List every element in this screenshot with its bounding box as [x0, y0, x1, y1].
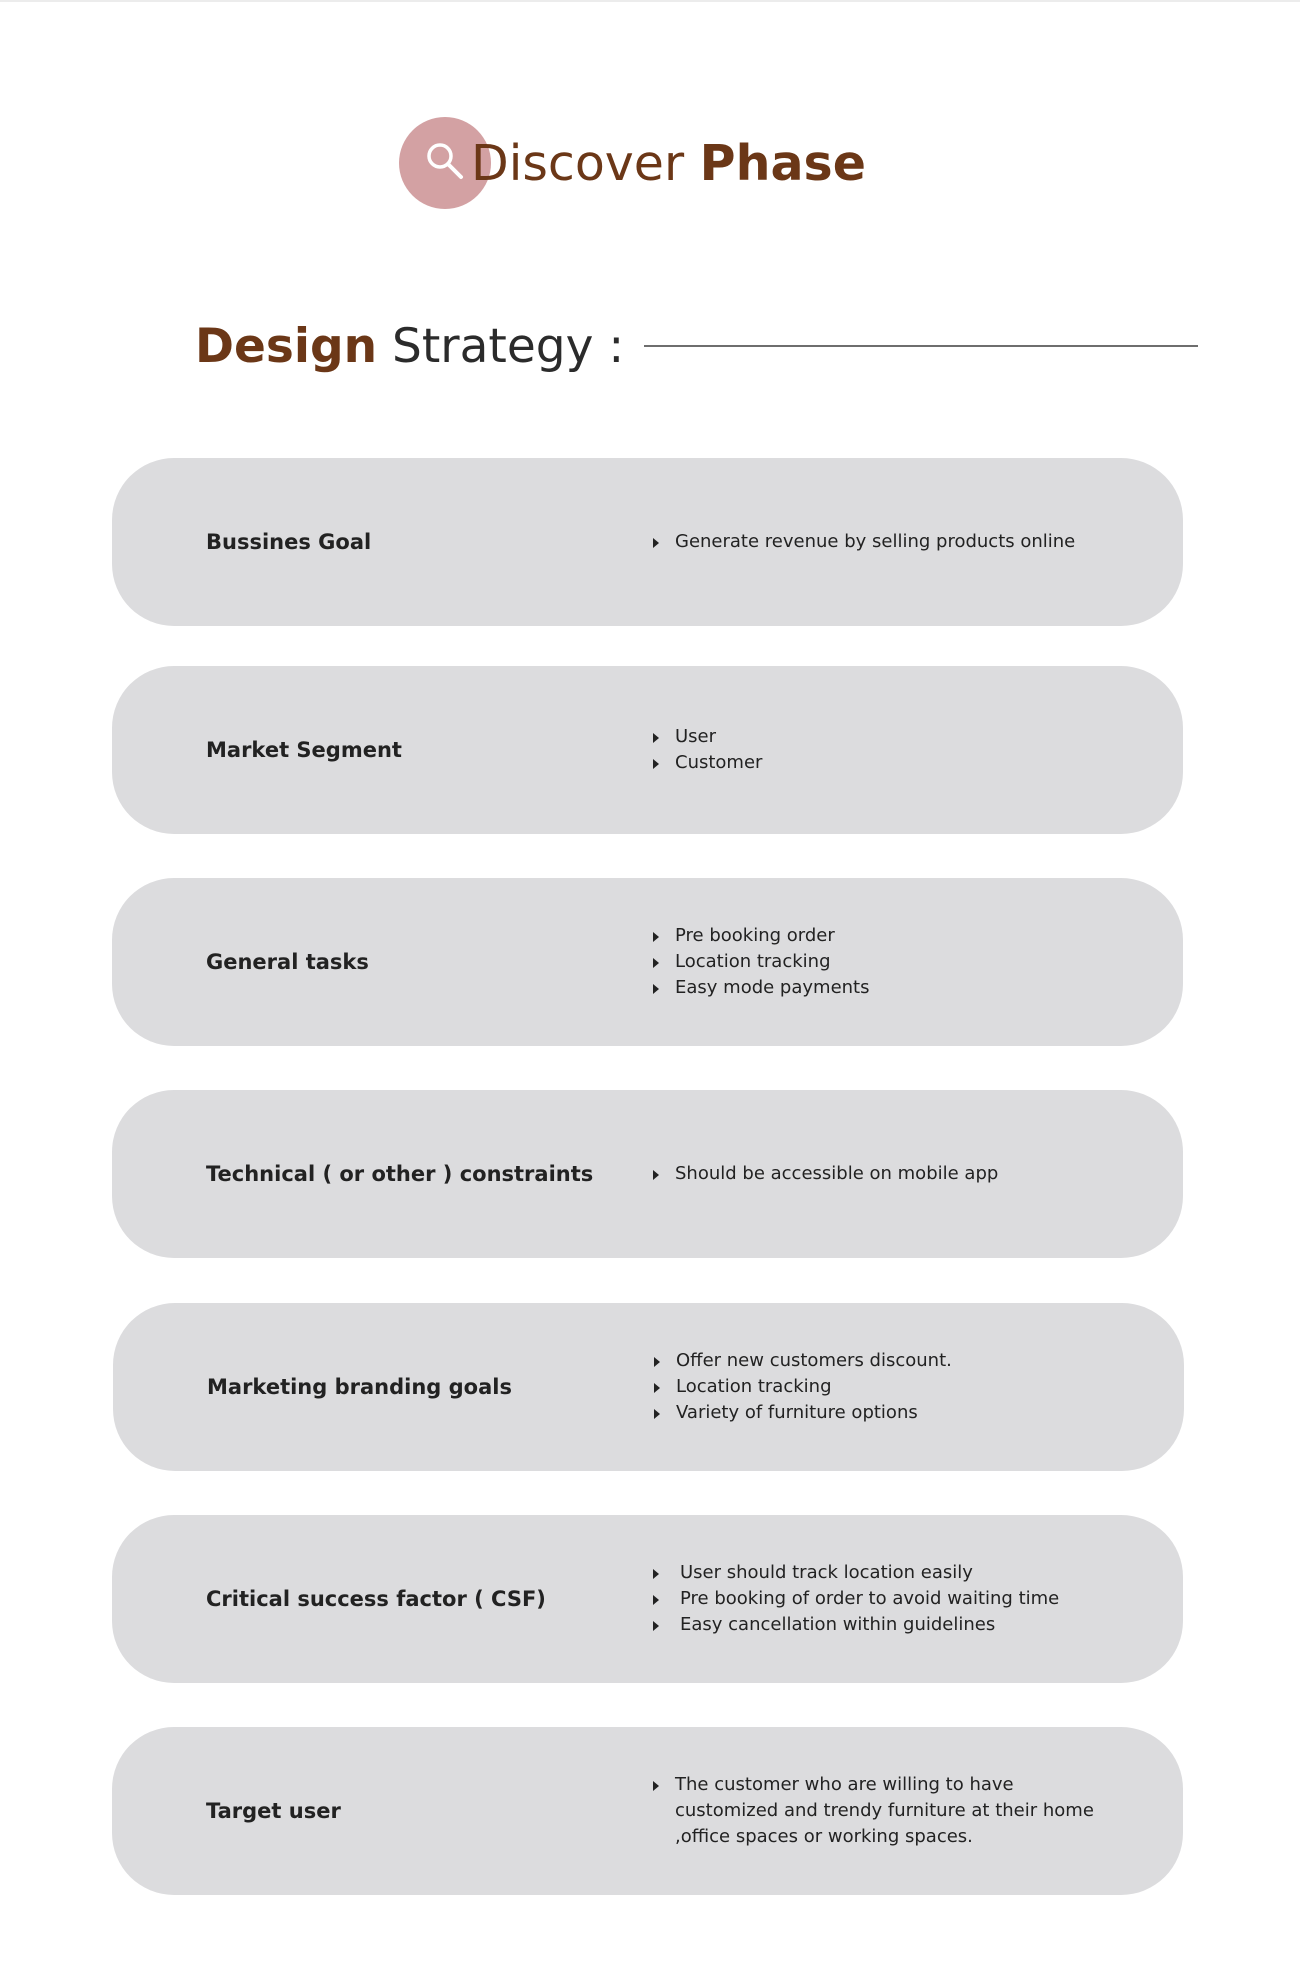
bullet-item: [652, 1161, 1152, 1187]
bullet-triangle-icon: [653, 1170, 659, 1180]
bullet-text: User: [675, 726, 717, 747]
bullet-text: Variety of furniture options: [676, 1402, 918, 1423]
bullet-triangle-icon: [653, 932, 659, 942]
bullet-triangle-icon: [653, 984, 659, 994]
strategy-card: [112, 1090, 1183, 1258]
bullet-item: [652, 975, 1152, 1001]
bullet-text: Pre booking order: [675, 925, 835, 946]
card-bullet-list: [652, 1515, 1152, 1683]
bullet-item: [652, 1612, 1152, 1638]
bullet-triangle-icon: [654, 1383, 660, 1393]
card-label: Technical ( or other ) constraints: [206, 1162, 594, 1186]
card-label: General tasks: [206, 950, 369, 974]
bullet-item: [652, 529, 1152, 555]
top-divider: [0, 0, 1300, 2]
card-label: Market Segment: [206, 738, 402, 762]
section-divider: [644, 345, 1198, 347]
strategy-card: [112, 1515, 1183, 1683]
section-title-accent: Design: [195, 318, 378, 374]
bullet-item: [652, 1560, 1152, 1586]
bullet-text: Offer new customers discount.: [676, 1350, 952, 1371]
search-icon: [423, 139, 467, 183]
bullet-text: Pre booking of order to avoid waiting time: [680, 1588, 1060, 1609]
bullet-item: [652, 724, 1152, 750]
card-bullet-list: [652, 1090, 1152, 1258]
bullet-triangle-icon: [654, 1357, 660, 1367]
bullet-text: User should track location easily: [680, 1562, 973, 1583]
card-label: Marketing branding goals: [207, 1375, 512, 1399]
bullet-item: [652, 750, 1152, 776]
section-title: [195, 318, 625, 374]
strategy-card: [113, 1303, 1184, 1471]
bullet-triangle-icon: [653, 958, 659, 968]
bullet-triangle-icon: [653, 1621, 659, 1631]
bullet-text: Location tracking: [675, 951, 831, 972]
card-bullet-list: [652, 458, 1152, 626]
card-bullet-list: [652, 666, 1152, 834]
page-header: [399, 116, 866, 210]
card-label: Bussines Goal: [206, 530, 372, 554]
bullet-text: Easy mode payments: [675, 977, 870, 998]
strategy-card: [112, 1727, 1183, 1895]
bullet-triangle-icon: [653, 1569, 659, 1579]
bullet-text: Should be accessible on mobile app: [675, 1163, 999, 1184]
bullet-triangle-icon: [654, 1409, 660, 1419]
bullet-item: [652, 923, 1152, 949]
bullet-triangle-icon: [653, 1595, 659, 1605]
bullet-item: [652, 1586, 1152, 1612]
bullet-item: [652, 949, 1152, 975]
bullet-text: Generate revenue by selling products online: [675, 531, 1076, 552]
page-title-bold: Phase: [699, 134, 866, 192]
section-heading: [195, 316, 1198, 376]
card-bullet-list: [652, 1727, 1122, 1895]
strategy-card: [112, 878, 1183, 1046]
bullet-item: [653, 1400, 1153, 1426]
card-bullet-list: [652, 878, 1152, 1046]
strategy-card: [112, 458, 1183, 626]
bullet-text: Customer: [675, 752, 763, 773]
strategy-card: [112, 666, 1183, 834]
bullet-triangle-icon: [653, 538, 659, 548]
bullet-item: [653, 1374, 1153, 1400]
bullet-text: Easy cancellation within guidelines: [680, 1614, 996, 1635]
bullet-triangle-icon: [653, 759, 659, 769]
card-label: Critical success factor ( CSF): [206, 1587, 546, 1611]
section-title-rest: Strategy :: [392, 318, 625, 374]
bullet-text: Location tracking: [676, 1376, 832, 1397]
page-title-regular: Discover: [471, 134, 685, 192]
page-title: [471, 134, 866, 192]
bullet-text: The customer who are willing to have customized and trendy furniture at their home ,office spaces or working spaces.: [675, 1774, 1094, 1847]
bullet-triangle-icon: [653, 733, 659, 743]
bullet-item: [653, 1348, 1153, 1374]
bullet-triangle-icon: [653, 1781, 659, 1791]
bullet-item: [652, 1772, 1122, 1850]
card-label: Target user: [206, 1799, 341, 1823]
card-bullet-list: [653, 1303, 1153, 1471]
